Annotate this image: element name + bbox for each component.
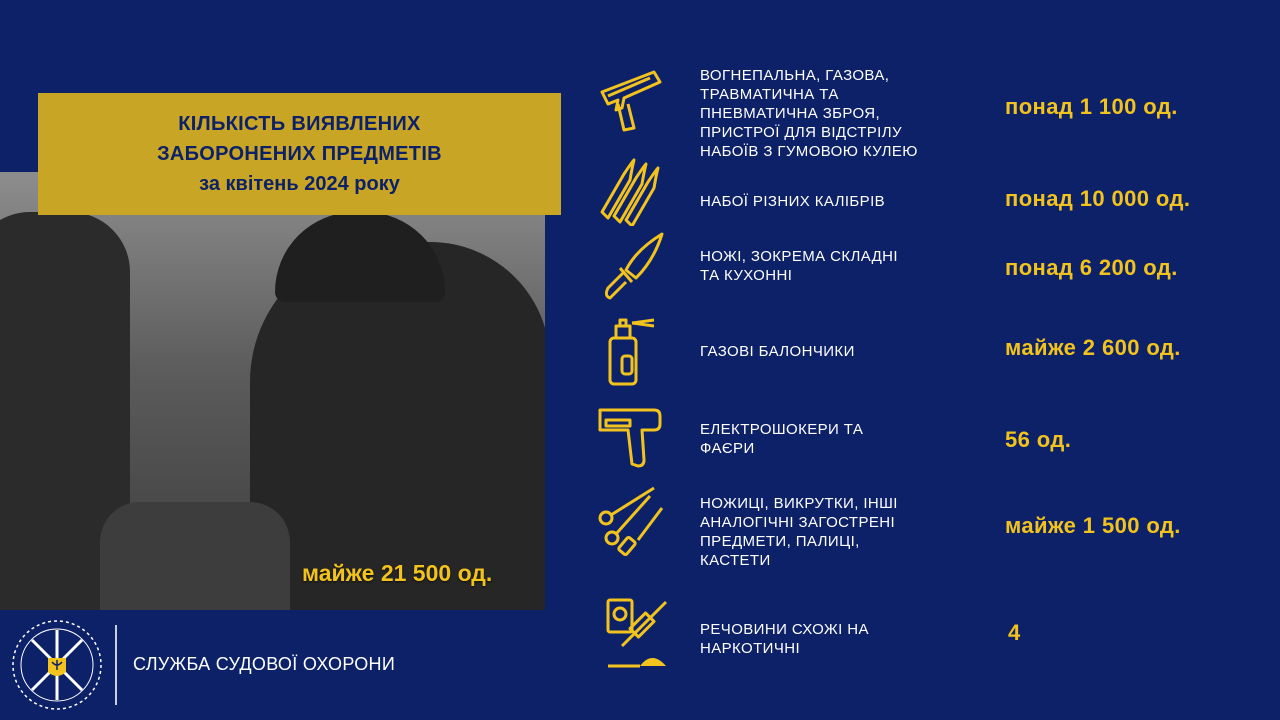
item-value: 4 [1008, 620, 1021, 645]
item-value: майже 2 600 од. [1005, 335, 1181, 360]
item-value: понад 1 100 од. [1005, 94, 1178, 119]
scissors-screwdriver-icon [594, 484, 666, 556]
total-count: майже 21 500 од. [302, 560, 493, 586]
item-label: ВОГНЕПАЛЬНА, ГАЗОВА, ТРАВМАТИЧНА ТА ПНЕВМАТИЧНА ЗБРОЯ, ПРИСТРОЇ ДЛЯ ВІДСТРІЛУ НАБОЇВ З ГУМОВОЮ КУЛЕЮ [700, 67, 918, 160]
item-value: понад 6 200 од. [1005, 255, 1178, 280]
officer-cap [275, 212, 445, 302]
item-label: ГАЗОВІ БАЛОНЧИКИ [700, 343, 855, 360]
title-box [38, 93, 561, 215]
item-label: РЕЧОВИНИ СХОЖІ НА НАРКОТИЧНІ [700, 621, 869, 657]
item-value: майже 1 500 од. [1005, 513, 1181, 538]
item-label: НОЖИЦІ, ВИКРУТКИ, ІНШІ АНАЛОГІЧНІ ЗАГОСТРЕНІ ПРЕДМЕТИ, ПАЛИЦІ, КАСТЕТИ [700, 495, 898, 569]
bullets-icon [594, 154, 666, 226]
backpack [100, 502, 290, 610]
title-line-3: за квітень 2024 року [199, 173, 400, 195]
divider [115, 625, 117, 705]
title-line-2: ЗАБОРОНЕНИХ ПРЕДМЕТІВ [157, 143, 442, 165]
item-label: НОЖІ, ЗОКРЕМА СКЛАДНІ ТА КУХОННІ [700, 248, 898, 284]
organization-name: СЛУЖБА СУДОВОЇ ОХОРОНИ [133, 654, 396, 674]
officer-photo [0, 172, 545, 610]
spray-can-icon [600, 316, 672, 388]
knife-icon [596, 230, 668, 302]
item-label: ЕЛЕКТРОШОКЕРИ ТА ФАЄРИ [700, 421, 864, 457]
syringe-drugs-icon [600, 596, 672, 668]
taser-icon [594, 402, 666, 474]
item-value: понад 10 000 од. [1005, 186, 1191, 211]
title-line-1: КІЛЬКІСТЬ ВИЯВЛЕНИХ [178, 113, 421, 135]
item-value: 56 од. [1005, 427, 1072, 452]
pistol-icon [594, 64, 666, 136]
court-guard-emblem-icon [10, 618, 104, 712]
item-label: НАБОЇ РІЗНИХ КАЛІБРІВ [700, 193, 886, 210]
